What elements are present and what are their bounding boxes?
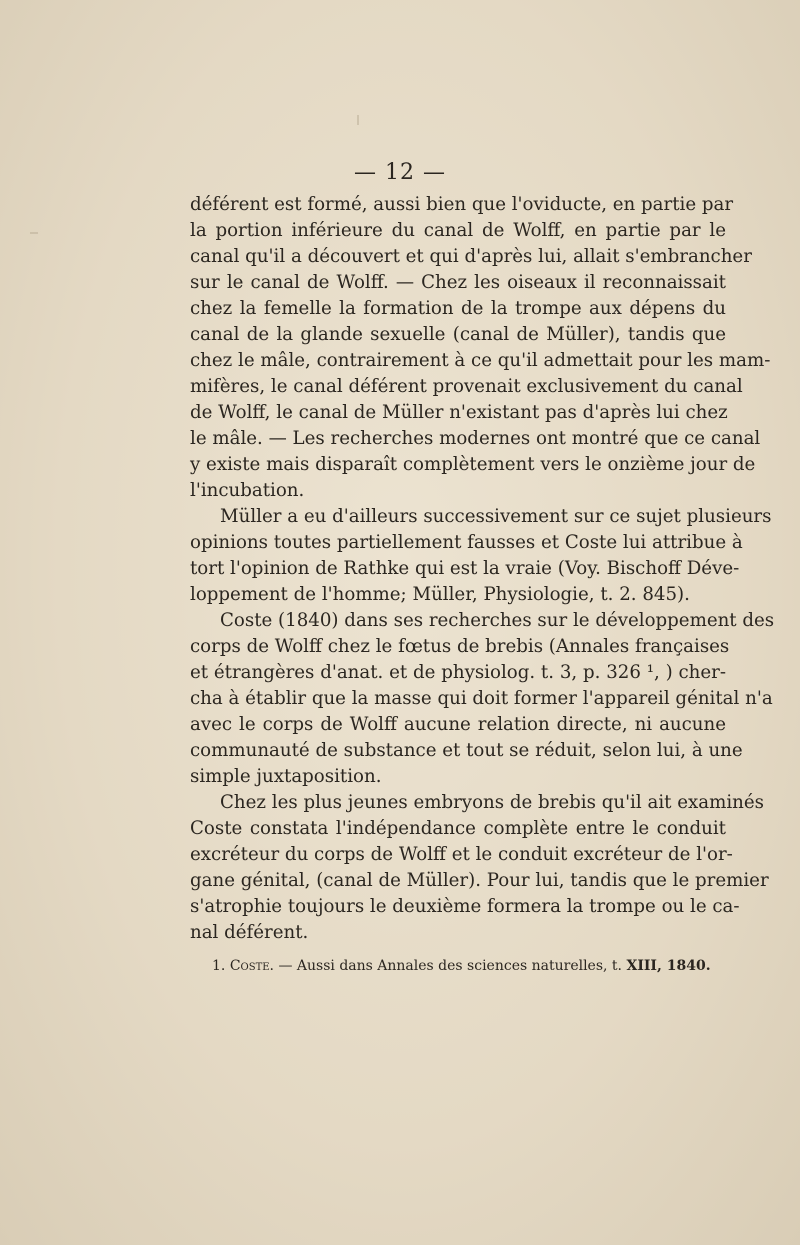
text-line: et étrangères d'anat. et de physiolog. t. 3, p. 326 ¹, ) cher- bbox=[190, 662, 726, 683]
text-line: de Wolff, le canal de Müller n'existant pas d'après lui chez bbox=[190, 402, 728, 423]
text-line: gane génital, (canal de Müller). Pour lui, tandis que le premier bbox=[190, 870, 769, 891]
text-line: corps de Wolff chez le fœtus de brebis (Annales françaises bbox=[190, 636, 730, 657]
text-line: Chez les plus jeunes embryons de brebis qu'il ait examinés bbox=[220, 792, 764, 813]
text-line: la portion inférieure du canal de Wolff, en partie par le bbox=[190, 220, 726, 241]
text-line: tort l'opinion de Rathke qui est la vraie (Voy. Bischoff Déve- bbox=[190, 558, 740, 579]
text-line: canal qu'il a découvert et qui d'après lui, allait s'embrancher bbox=[190, 246, 752, 267]
text-line: Müller a eu d'ailleurs successivement sur ce sujet plusieurs bbox=[220, 506, 772, 527]
footnote-reference: XIII, 1840. bbox=[626, 958, 711, 974]
text-line: excréteur du corps de Wolff et le conduit excréteur de l'or- bbox=[190, 844, 733, 865]
body-text bbox=[190, 192, 775, 946]
text-line: déférent est formé, aussi bien que l'oviducte, en partie par bbox=[190, 194, 734, 215]
footnote bbox=[212, 958, 711, 974]
text-line: loppement de l'homme; Müller, Physiologie, t. 2. 845). bbox=[190, 584, 690, 605]
text-line: Coste (1840) dans ses recherches sur le développement des bbox=[220, 610, 775, 631]
text-line: communauté de substance et tout se réduit, selon lui, à une bbox=[190, 740, 743, 761]
text-line: chez le mâle, contrairement à ce qu'il admettait pour les mam- bbox=[190, 350, 771, 371]
text-line: canal de la glande sexuelle (canal de Müller), tandis que bbox=[190, 324, 726, 345]
text-line: l'incubation. bbox=[190, 480, 305, 501]
text-line: cha à établir que la masse qui doit former l'appareil génital n'a bbox=[190, 688, 773, 709]
footnote-text: — Aussi dans Annales des sciences naturelles, t. bbox=[278, 958, 623, 974]
text-line: y existe mais disparaît complètement vers le onzième jour de bbox=[190, 454, 756, 475]
text-line: nal déférent. bbox=[190, 922, 309, 943]
margin-mark bbox=[357, 115, 359, 125]
page-number: — 12 — bbox=[354, 160, 446, 185]
footnote-number: 1. bbox=[212, 958, 226, 974]
text-line: le mâle. — Les recherches modernes ont montré que ce canal bbox=[190, 428, 761, 449]
text-line: s'atrophie toujours le deuxième formera la trompe ou le ca- bbox=[190, 896, 740, 917]
text-line: avec le corps de Wolff aucune relation directe, ni aucune bbox=[190, 714, 726, 735]
text-line: mifères, le canal déférent provenait exclusivement du canal bbox=[190, 376, 743, 397]
text-line: chez la femelle la formation de la trompe aux dépens du bbox=[190, 298, 726, 319]
text-line: opinions toutes partiellement fausses et Coste lui attribue à bbox=[190, 532, 743, 553]
margin-mark bbox=[30, 232, 38, 234]
footnote-author: Coste. bbox=[229, 958, 274, 974]
text-line: sur le canal de Wolff. — Chez les oiseaux il reconnaissait bbox=[190, 272, 726, 293]
text-line: Coste constata l'indépendance complète entre le conduit bbox=[190, 818, 726, 839]
text-line: simple juxtaposition. bbox=[190, 766, 382, 787]
